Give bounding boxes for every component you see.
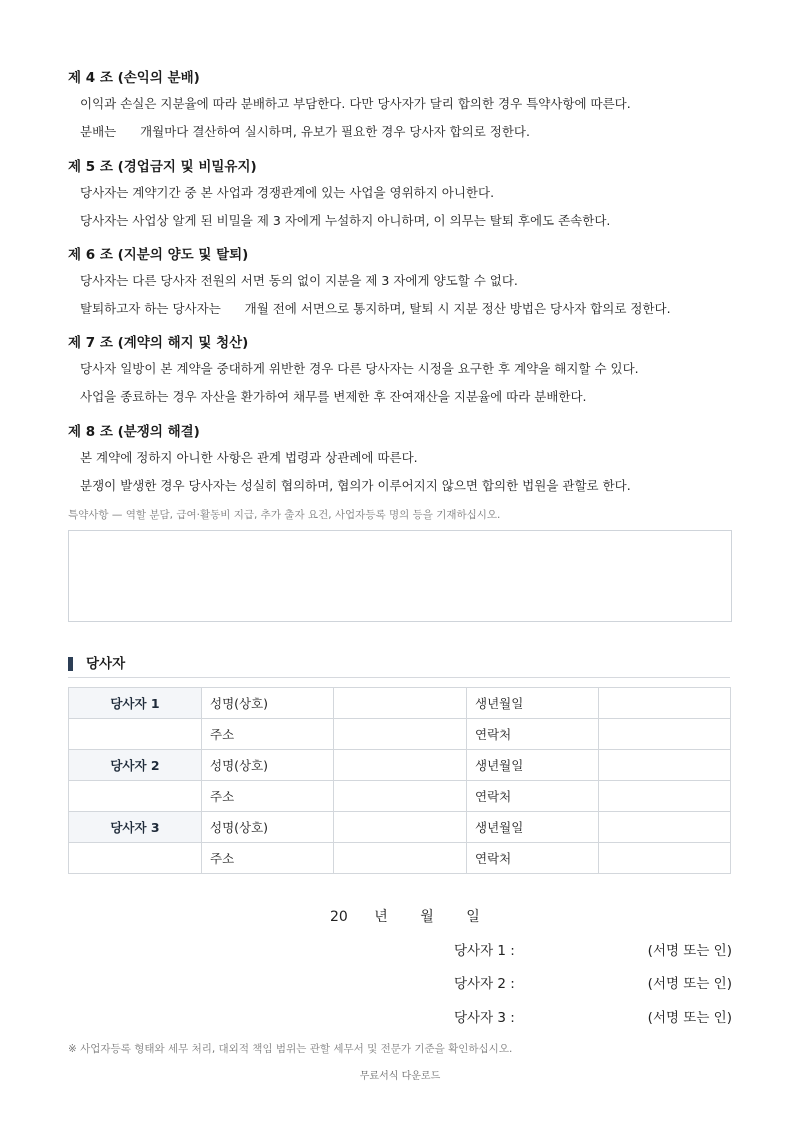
party-2-name-field[interactable] [334,750,467,781]
parties-table [68,687,731,874]
article-clause: 당사자는 사업상 알게 된 비밀을 제 3 자에게 누설하지 아니하며, 이 의무는 탈퇴 후에도 존속한다. [80,213,611,228]
party-1-address-field[interactable] [334,719,467,750]
date-month-unit: 월 [420,909,434,925]
date-year-prefix: 20 [330,909,348,925]
article-title: 제 6 조 (지분의 양도 및 탈퇴) [68,247,249,263]
party-label-spacer [69,843,202,874]
signature-line [454,1006,732,1030]
table-row [69,812,731,843]
article-6 [68,243,738,323]
signature-line [454,972,732,996]
article-title: 제 8 조 (분쟁의 해결) [68,424,200,440]
article-clause: 본 계약에 정하지 아니한 사항은 관계 법령과 상관례에 따른다. [80,450,418,465]
date-line [330,906,480,926]
date-day-unit: 일 [466,909,480,925]
article-clause: 당사자는 계약기간 중 본 사업과 경쟁관계에 있는 사업을 영위하지 아니한다. [80,185,495,200]
signature-field[interactable]: (서명 또는 인) [647,1010,732,1026]
name-label: 성명(상호) [202,812,334,843]
article-clause: 사업을 종료하는 경우 자산을 환가하여 채무를 변제한 후 잔여재산을 지분율에 따라 분배한다. [80,389,587,404]
article-title: 제 7 조 (계약의 해지 및 청산) [68,335,249,351]
name-label: 성명(상호) [202,750,334,781]
name-label: 성명(상호) [202,688,334,719]
section-title: 당사자 [86,656,126,672]
address-label: 주소 [202,781,334,812]
party-label: 당사자 1 [69,688,202,719]
special-terms-field[interactable] [68,530,732,622]
party-3-address-field[interactable] [334,843,467,874]
party-2-contact-field[interactable] [599,781,731,812]
address-label: 주소 [202,719,334,750]
footnote: ※ 사업자등록 형태와 세무 처리, 대외적 책임 범위는 관할 세무서 및 전문가 기준을 확인하십시오. [68,1043,513,1055]
article-clause: 이익과 손실은 지분율에 따라 분배하고 부담한다. 다만 당사자가 달리 합의한 경우 특약사항에 따른다. [80,96,631,111]
party-1-name-field[interactable] [334,688,467,719]
contact-label: 연락처 [467,781,599,812]
table-row [69,843,731,874]
parties-section-header [68,653,730,678]
party-label: 당사자 2 [69,750,202,781]
birth-label: 생년월일 [467,812,599,843]
table-row [69,781,731,812]
special-terms-label: 특약사항 — 역할 분담, 급여·활동비 지급, 추가 출자 요건, 사업자등록 명의 등을 기재하십시오. [68,509,501,521]
signature-field[interactable]: (서명 또는 인) [647,943,732,959]
signature-line [454,939,732,963]
party-1-contact-field[interactable] [599,719,731,750]
article-clause: 당사자 일방이 본 계약을 중대하게 위반한 경우 다른 당사자는 시정을 요구한 후 계약을 해지할 수 있다. [80,361,639,376]
address-label: 주소 [202,843,334,874]
article-clause: 분쟁이 발생한 경우 당사자는 성실히 협의하며, 협의가 이루어지지 않으면 합의한 법원을 관할로 한다. [80,478,631,493]
birth-label: 생년월일 [467,688,599,719]
page-footer: 무료서식 다운로드 [359,1071,441,1082]
party-label-spacer [69,719,202,750]
article-title: 제 4 조 (손익의 분배) [68,70,200,86]
article-4 [68,66,738,146]
signature-party-label: 당사자 2 : [454,976,515,992]
article-clause: 분배는 개월마다 결산하여 실시하며, 유보가 필요한 경우 당사자 합의로 정한다. [80,124,530,139]
contact-label: 연락처 [467,843,599,874]
article-8 [68,420,738,500]
article-5 [68,155,738,235]
party-3-name-field[interactable] [334,812,467,843]
signature-party-label: 당사자 1 : [454,943,515,959]
table-row [69,750,731,781]
party-label-spacer [69,781,202,812]
signature-field[interactable]: (서명 또는 인) [647,976,732,992]
article-title: 제 5 조 (경업금지 및 비밀유지) [68,159,257,175]
date-year-unit: 년 [374,909,388,925]
party-1-birth-field[interactable] [599,688,731,719]
article-clause: 탈퇴하고자 하는 당사자는 개월 전에 서면으로 통지하며, 탈퇴 시 지분 정산 방법은 당사자 합의로 정한다. [80,301,671,316]
table-row [69,688,731,719]
table-row [69,719,731,750]
party-2-birth-field[interactable] [599,750,731,781]
article-clause: 당사자는 다른 당사자 전원의 서면 동의 없이 지분을 제 3 자에게 양도할 수 없다. [80,273,518,288]
section-marker [68,657,73,671]
contact-label: 연락처 [467,719,599,750]
party-3-birth-field[interactable] [599,812,731,843]
party-2-address-field[interactable] [334,781,467,812]
article-7 [68,331,738,411]
party-3-contact-field[interactable] [599,843,731,874]
birth-label: 생년월일 [467,750,599,781]
party-label: 당사자 3 [69,812,202,843]
signature-party-label: 당사자 3 : [454,1010,515,1026]
